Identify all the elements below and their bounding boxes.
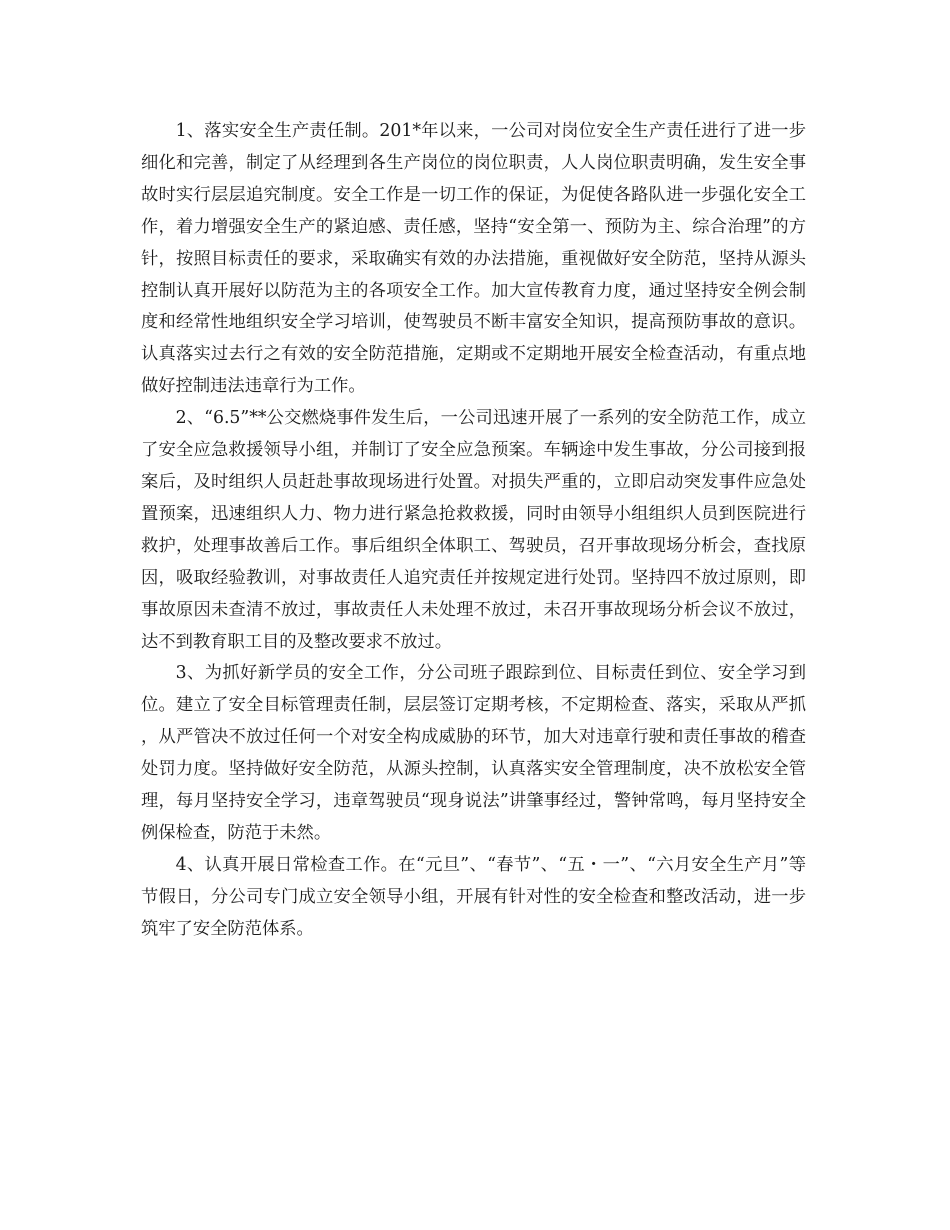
paragraph-1: 1、落实安全生产责任制。201*年以来，一公司对岗位安全生产责任进行了进一步细化和完善，制定了从经理到各生产岗位的岗位职责，人人岗位职责明确，发生安全事故时实行层层追究制度。安全工作是一切工作的保证，为促使各路队进一步强化安全工作，着力增强安全生产的紧迫感、责任感，坚持“安全第一、预防为主、综合治理”的方针，按照目标责任的要求，采取确实有效的办法措施，重视做好安全防范，坚持从源头控制认真开展好以防范为主的各项安全工作。加大宣传教育力度，通过坚持安全例会制度和经常性地组织安全学习培训，使驾驶员不断丰富安全知识，提高预防事故的意识。认真落实过去行之有效的安全防范措施，定期或不定期地开展安全检查活动，有重点地做好控制违法违章行为工作。 [141, 121, 806, 397]
paragraph-4: 4、认真开展日常检查工作。在“元旦”、“春节”、“五・一”、“六月安全生产月”等节假日，分公司专门成立安全领导小组，开展有针对性的安全检查和整改活动，进一步筑牢了安全防范体系。 [141, 854, 806, 939]
document-body [141, 116, 806, 946]
paragraph-3: 3、为抓好新学员的安全工作，分公司班子跟踪到位、目标责任到位、安全学习到位。建立了安全目标管理责任制，层层签订定期考核，不定期检查、落实，采取从严抓，从严管决不放过任何一个对安全构成威胁的环节，加大对违章行驶和责任事故的稽查处罚力度。坚持做好安全防范，从源头控制，认真落实安全管理制度，决不放松安全管理，每月坚持安全学习，违章驾驶员“现身说法”讲肇事经过，警钟常鸣，每月坚持安全例保检查，防范于未然。 [141, 663, 806, 843]
paragraph-2: 2、“6.5”**公交燃烧事件发生后，一公司迅速开展了一系列的安全防范工作，成立了安全应急救援领导小组，并制订了安全应急预案。车辆途中发生事故，分公司接到报案后，及时组织人员赶赴事故现场进行处置。对损失严重的，立即启动突发事件应急处置预案，迅速组织人力、物力进行紧急抢救救援，同时由领导小组组织人员到医院进行救护，处理事故善后工作。事后组织全体职工、驾驶员，召开事故现场分析会，查找原因，吸取经验教训，对事故责任人追究责任并按规定进行处罚。坚持四不放过原则，即事故原因未查清不放过，事故责任人未处理不放过，未召开事故现场分析会议不放过，达不到教育职工目的及整改要求不放过。 [141, 408, 806, 652]
